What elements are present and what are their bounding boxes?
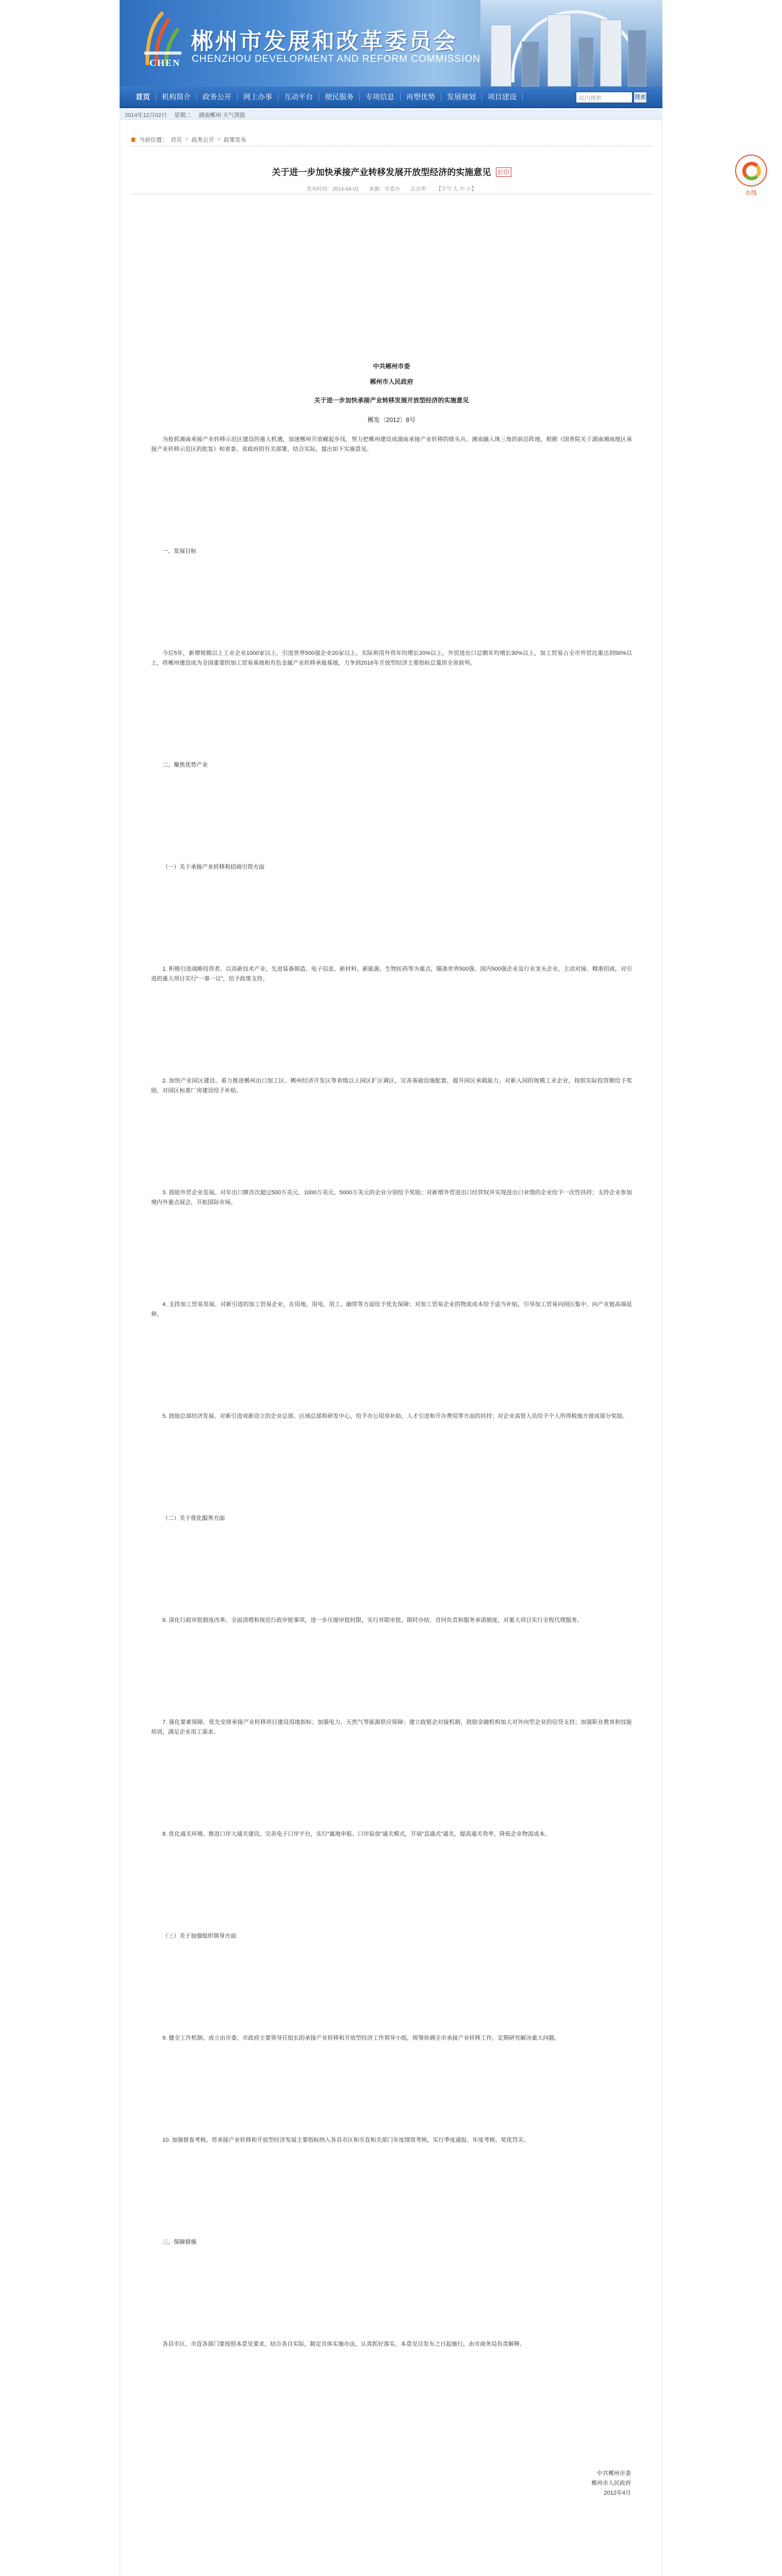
weather-link[interactable]: 湖南郴州 天气预报 (198, 112, 246, 118)
document-title: 关于进一步加快承接产业转移发展开放型经济的实施意见 (314, 397, 469, 404)
nav-item-5[interactable]: 便民服务 (319, 93, 360, 101)
site-banner (120, 0, 662, 87)
online-service-icon[interactable] (735, 155, 767, 187)
site-title-en: CHENZHOU DEVELOPMENT AND REFORM COMMISSION (192, 54, 480, 64)
article-panel (120, 120, 662, 2576)
nav-item-4[interactable]: 互动平台 (278, 93, 319, 101)
search-input[interactable]: 站内搜索 (576, 92, 633, 103)
article-body (151, 435, 632, 2442)
logo-caption: CHEN (149, 58, 181, 68)
subsection-heading: （一）关于承接产业转移和招商引资方面 (162, 864, 264, 870)
subsection-heading: （二）关于优化服务方面 (162, 1515, 225, 1521)
current-weekday: 星期二 (174, 112, 191, 118)
body-paragraph: 4. 支持加工贸易发展。对新引进的加工贸易企业，在用地、用电、用工、融资等方面给予优先保障；对加工贸易企业的物流成本给予适当补贴，引导加工贸易向园区集中、向产业链高端延伸。 (151, 1301, 632, 1317)
nav-item-1[interactable]: 机构简介 (156, 93, 197, 101)
body-paragraph: 2. 加快产业园区建设。着力推进郴州出口加工区、郴州经济开发区等省级以上园区扩区调区，完善基础设施配套，提升园区承载能力。对新入园的规模工业企业，按照实际投资额给予奖励，对园区标准厂房建设给予补贴。 (151, 1078, 632, 1094)
body-paragraph: 5. 鼓励总部经济发展。对新引进或新设立的企业总部、区域总部和研发中心，给予办公用房补助、人才引进和开办费用等方面的扶持；对企业高管人员给予个人所得税地方留成部分奖励。 (162, 1413, 628, 1419)
nav-item-2[interactable]: 政务公开 (197, 93, 238, 101)
body-paragraph: 7. 强化要素保障。优先安排承接产业转移项目建设用地指标；加强电力、天然气等能源供应保障；建立政银企对接机制，鼓励金融机构加大对外向型企业的信贷支持；加强职业教育和技能培训，满足企业用工需求。 (151, 1719, 632, 1735)
nav-item-0[interactable]: 首页 (130, 93, 156, 101)
body-paragraph: 今后5年，新增规模以上工业企业1000家以上，引进世界500强企业20家以上，实际利用外资年均增长20%以上，外贸进出口总额年均增长30%以上，加工贸易占全市外贸比重达到50%以上，将郴州建设成为全国重要的加工贸易基地和有色金属产业转移承接基地，力争到2016年开放型经济主要指标总量居全省前列。 (151, 650, 632, 666)
nav-item-9[interactable]: 项目建设 (482, 93, 523, 101)
section-heading: 一、发展目标 (162, 548, 196, 554)
signature-date: 2012年4月 (604, 2490, 631, 2496)
signature-government: 郴州市人民政府 (591, 2480, 631, 2486)
body-paragraph: 9. 健全工作机制。成立由市委、市政府主要领导任组长的承接产业转移和开放型经济工作领导小组，统筹协调全市承接产业转移工作，定期研究解决重大问题。 (162, 2035, 560, 2041)
body-paragraph: 8. 优化通关环境。推进口岸大通关建设，完善电子口岸平台，实行“属地申报、口岸验放”通关模式，开展“直通式”通关，提高通关效率，降低企业物流成本。 (162, 1831, 551, 1837)
nav-item-6[interactable]: 专项信息 (360, 93, 401, 101)
home-icon (130, 137, 136, 142)
nav-item-8[interactable]: 发展规划 (441, 93, 482, 101)
nav-item-3[interactable]: 网上办事 (238, 93, 278, 101)
section-heading: 三、保障措施 (162, 2239, 196, 2245)
nav-item-7[interactable]: 再塑优势 (401, 93, 441, 101)
issuer-party: 中共郴州市委 (373, 363, 410, 370)
body-paragraph: 3. 鼓励外贸企业发展。对年出口额首次超过500万美元、1000万美元、5000万美元的企业分别给予奖励；对新增外贸进出口经营权并实现进出口业绩的企业给予一次性扶持；支持企业参加境内外重点展会，开拓国际市场。 (151, 1190, 632, 1206)
search-button[interactable]: 搜索 (634, 92, 647, 103)
date-bar (120, 109, 662, 120)
online-service-caption: 在线 (745, 190, 757, 196)
subsection-heading: （三）关于加强组织领导方面 (162, 1933, 236, 1939)
signature-party: 中共郴州市委 (597, 2470, 631, 2477)
section-heading: 二、聚焦优势产业 (162, 762, 208, 768)
breadcrumb-current[interactable]: 政策发布 (223, 137, 246, 143)
body-paragraph: 1. 积极引进战略投资者。以高新技术产业、先进装备制造、电子信息、新材料、新能源、生物医药等为重点，瞄准世界500强、国内500强企业及行业龙头企业，主动对接、精准招商，对引进的重大项目实行“一事一议”，给予政策支持。 (151, 966, 632, 982)
article-meta: 发布时间：2014-04-01 来源：市委办 点击率： 【字号 大 中 小】 (306, 187, 477, 192)
online-service-badge[interactable] (732, 155, 770, 199)
print-tag-button[interactable]: 打印 (496, 167, 511, 177)
breadcrumb: 当前位置： 首页 > 政务公开 > 政策发布 (130, 133, 653, 146)
signature-block (591, 2469, 631, 2498)
breadcrumb-home[interactable]: 首页 (171, 137, 182, 143)
body-paragraph: 各县市区、市直各部门要按照本意见要求，结合各自实际，制定具体实施办法，认真抓好落实。本意见自发布之日起施行，由市商务局负责解释。 (162, 2341, 525, 2347)
site-title-cn: 郴州市发展和改革委员会 (191, 28, 457, 55)
body-paragraph: 6. 深化行政审批制度改革。全面清理和规范行政审批事项，进一步压缩审批时限，实行并联审批、限时办结、首问负责和服务承诺制度，对重大项目实行全程代理服务。 (162, 1617, 583, 1623)
breadcrumb-section[interactable]: 政务公开 (191, 137, 214, 143)
breadcrumb-label: 当前位置： (139, 137, 168, 143)
current-date: 2014年12月02日 (125, 112, 167, 118)
issuer-government: 郴州市人民政府 (370, 378, 413, 385)
article-title: 关于进一步加快承接产业转移发展开放型经济的实施意见 (272, 167, 491, 178)
body-paragraph: 10. 加强督查考核。将承接产业转移和开放型经济发展主要指标纳入各县市区和市直相关部门年度绩效考核，实行季度通报、年度考核、奖优罚劣。 (162, 2137, 529, 2143)
main-nav (120, 87, 662, 108)
article-title-row (130, 165, 653, 178)
body-paragraph: 为抢抓湘南承接产业转移示范区建设的重大机遇，加速郴州开放崛起步伐，努力把郴州建设成湖南承接产业转移的排头兵、湘南融入珠三角的前沿阵地，根据《国务院关于湖南湘南地区承接产业转移示范区的批复》和省委、省政府的有关部署，结合实际，提出如下实施意见。 (151, 436, 632, 452)
document-number: 郴发〔2012〕8号 (367, 416, 416, 423)
